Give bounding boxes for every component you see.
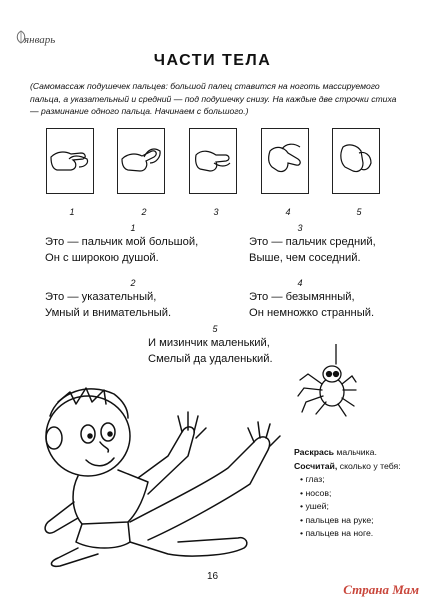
verse-line: Умный и внимательный. [45,307,172,319]
verse-line: Это — пальчик мой большой, [45,236,199,248]
verse-number: 3 [297,223,303,233]
page-number: 16 [206,571,219,582]
hand-illustration [333,129,378,192]
frame-number: 3 [213,207,219,217]
task-count-bold: Сосчитай, [294,460,338,471]
verse-line: Он немножко странный. [249,307,375,319]
task-color [294,446,416,460]
frame-number: 4 [285,207,291,217]
verse-5 [140,324,290,334]
frame-number: 1 [69,207,75,217]
verse-3-text [249,234,376,266]
verse-line: Это — указательный, [45,291,157,303]
hand-illustration [262,129,307,192]
list-item: • пальцев на руке; [300,514,374,525]
verse-number: 5 [212,324,218,334]
task-count-rest: сколько у тебя: [337,460,401,471]
verse-number: 1 [130,223,136,233]
list-item: • глаз; [300,474,325,484]
verse-line: Он с широкою душой. [45,252,159,264]
task-block [294,446,416,541]
verse-2-text [45,289,171,321]
boy-illustration [18,372,283,570]
verse-line: Это — пальчик средний, [249,236,376,248]
frame-number: 2 [141,207,147,217]
verse-line: И мизинчик маленький, [148,337,270,349]
frame-number: 5 [356,207,362,217]
list-item: • пальцев на ноге. [300,528,374,538]
list-item: • носов; [300,487,332,498]
spider-illustration [296,344,358,419]
hand-frame-1 [46,128,94,194]
task-list [294,473,416,541]
hand-illustration [118,129,163,192]
watermark: Страна Мам [343,582,419,597]
verse-5-text [148,335,273,367]
hand-frame-3 [189,128,237,194]
verse-4 [225,278,375,288]
verse-1-text [45,234,198,266]
verse-line: Это — безымянный, [249,291,355,303]
instructions: (Самомассаж подушечек пальцев: большой палец ставится на ноготь массируемого пальца, а указательный и средний — под подушечку снизу. На каждые две строчки стиха — разминание одного пальца. Начинаем с большого.) [30,81,397,116]
hand-frame-4 [261,128,309,194]
hand-frame-5 [332,128,380,194]
hand-illustration [190,129,235,192]
verse-number: 2 [130,278,136,288]
hand-illustration [47,129,92,192]
list-item: • ушей; [300,501,329,511]
hand-frame-2 [117,128,165,194]
task-count [294,460,416,474]
verse-number: 4 [297,278,303,288]
verse-3 [225,223,375,233]
verse-1 [58,223,208,233]
page-title: ЧАСТИ ТЕЛА [153,52,272,69]
verse-2 [58,278,208,288]
verse-4-text [249,289,374,321]
verse-line: Выше, чем соседний. [249,252,361,264]
month-label: январь [24,34,56,46]
task-color-bold: Раскрась [294,447,335,457]
hand-frames [46,128,380,198]
verse-line: Смелый да удаленький. [148,353,273,365]
task-color-rest: мальчика. [334,447,377,457]
